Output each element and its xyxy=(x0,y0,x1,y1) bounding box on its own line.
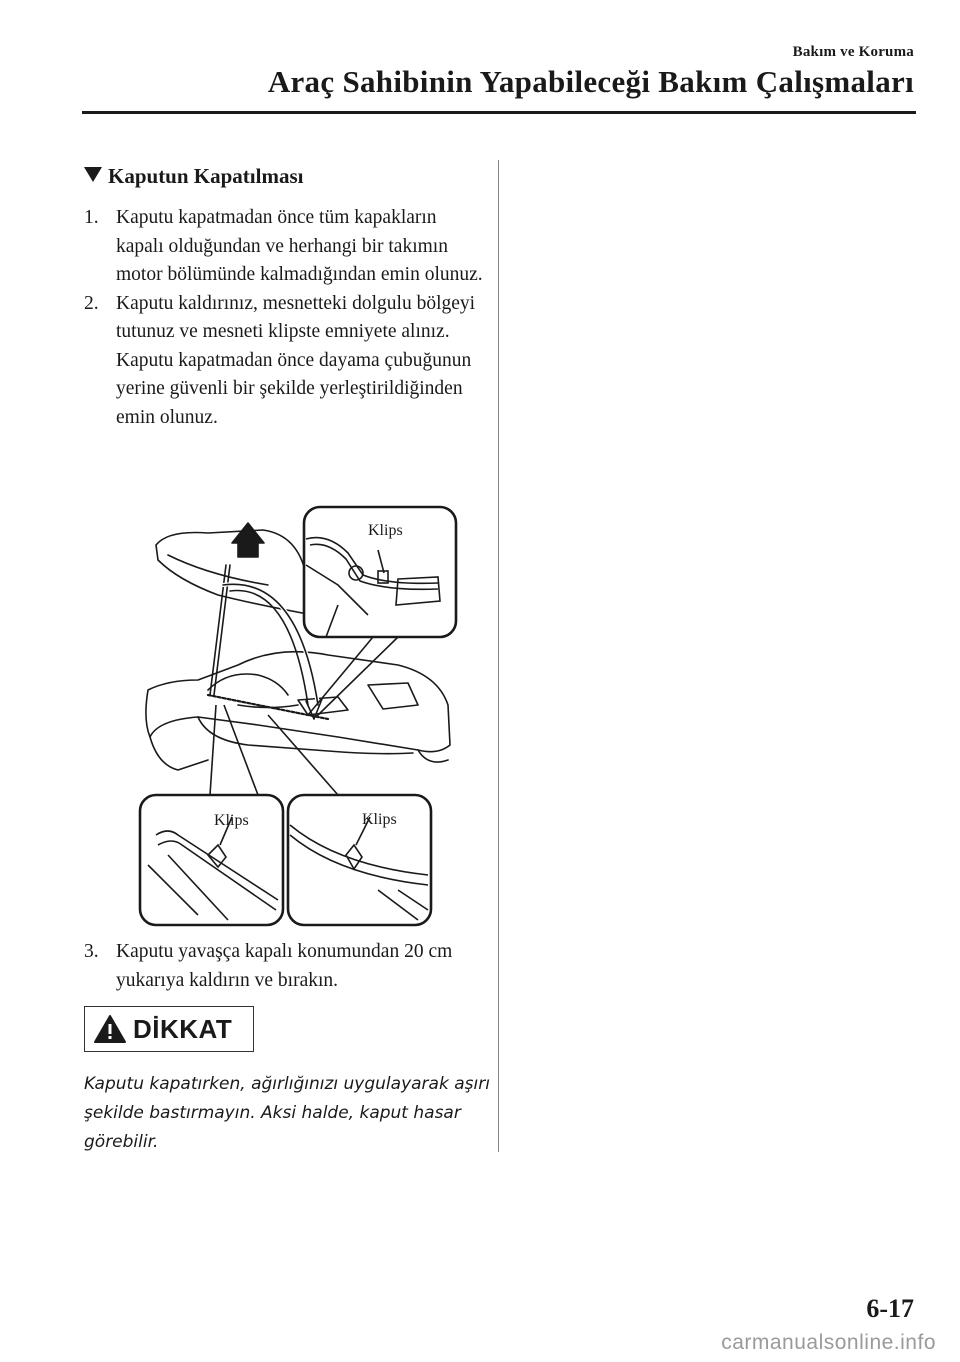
klips-label-right: Klips xyxy=(362,811,397,828)
klips-label-left: Klips xyxy=(214,812,249,829)
step-number: 1. xyxy=(84,207,99,228)
hood-strut-illustration xyxy=(138,505,460,930)
list-item xyxy=(84,290,484,433)
step-text: Kaputu kapatmadan önce tüm kapakların kapalı olduğundan ve herhangi bir takımın motor bölümünde kalmadığından emin olunuz. xyxy=(116,207,483,285)
step-text: Kaputu yavaşça kapalı konumundan 20 cm yukarıya kaldırın ve bırakın. xyxy=(116,941,453,991)
step-number: 3. xyxy=(84,941,99,962)
caution-badge xyxy=(84,1006,254,1052)
header-section: Bakım ve Koruma xyxy=(792,44,914,60)
list-item xyxy=(84,204,484,290)
watermark: carmanualsonline.info xyxy=(721,1331,936,1354)
triangle-bullet-icon xyxy=(84,167,102,182)
step-list xyxy=(84,204,484,432)
klips-label-top: Klips xyxy=(368,522,403,539)
step-number: 2. xyxy=(84,292,99,314)
caution-text: Kaputu kapatırken, ağırlığınızı uygulayarak aşırı şekilde bastırmayın. Aksi halde, kaput hasar görebilir. xyxy=(84,1074,490,1152)
column-divider xyxy=(498,160,499,1152)
section-title-text: Kaputun Kapatılması xyxy=(108,164,304,188)
list-item xyxy=(84,938,484,995)
warning-triangle-icon xyxy=(93,1014,127,1044)
page-number: 6-17 xyxy=(866,1294,914,1323)
header-chapter: Araç Sahibinin Yapabileceği Bakım Çalışmaları xyxy=(267,64,914,99)
step-text: Kaputu kaldırınız, mesnetteki dolgulu bölgeyi tutunuz ve mesneti klipste emniyete alınız. Kaputu kapatmadan önce dayama çubuğunun yerine güvenli bir şekilde yerleştirildiğinden emin olunuz. xyxy=(116,292,476,428)
section-title xyxy=(84,164,303,189)
caution-label: DİKKAT xyxy=(133,1013,233,1044)
header-rule xyxy=(82,111,916,114)
